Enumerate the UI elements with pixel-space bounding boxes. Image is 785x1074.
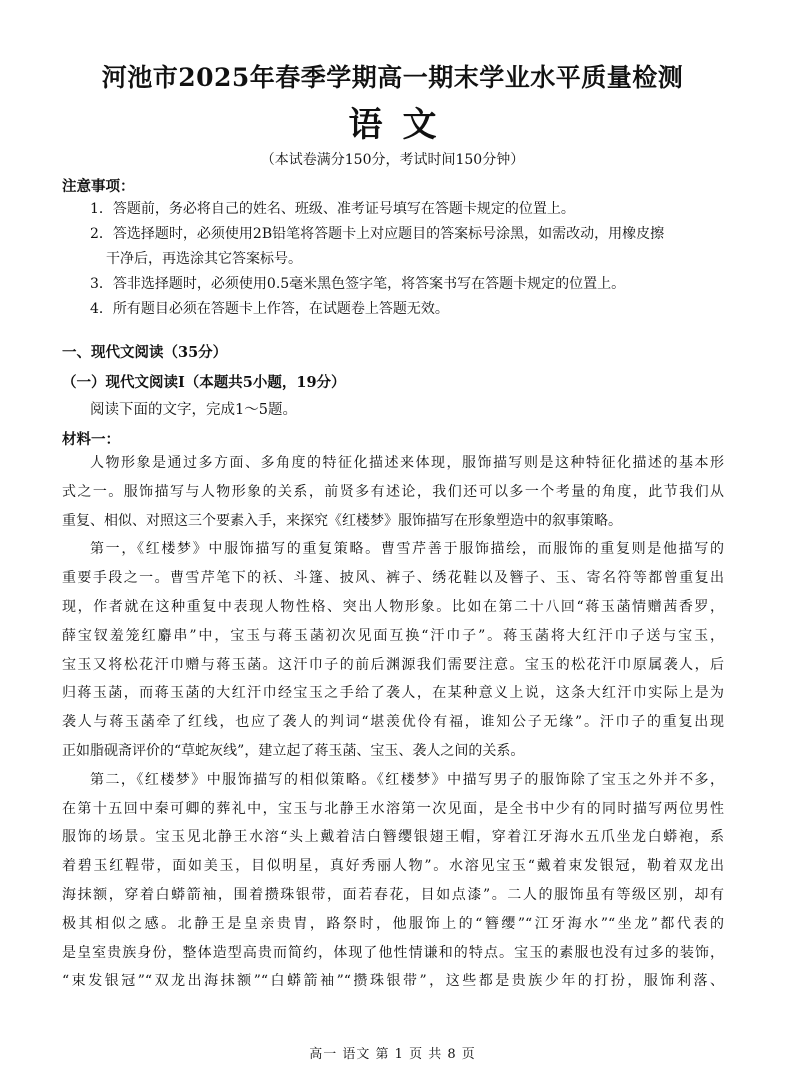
notice-item-2-continued: 干净后，再选涂其它答案标号。 — [106, 251, 302, 267]
notice-item-4: 4．所有题目必须在答题卡上作答，在试题卷上答题无效。 — [90, 301, 449, 317]
passage-line: 海抹额，穿着白蟒箭袖，围着攒珠银带，面若春花，目如点漆”。二人的服饰虽有等级区别，却有 — [62, 886, 724, 903]
notice-heading: 注意事项： — [62, 178, 135, 195]
section-heading: 一、现代文阅读（35分） — [62, 344, 228, 361]
passage-body — [62, 449, 724, 996]
passage-line: 式之一。服饰描写与人物形象的关系，前贤多有述论，我们还可以多一个考量的角度，此节我们从 — [62, 483, 724, 500]
subject-title: 语文 — [348, 105, 457, 145]
page-footer: 高一 语文 第 1 页 共 8 页 — [309, 1047, 476, 1062]
passage-line: 第二，《红楼梦》中服饰描写的相似策略。《红楼梦》中描写男子的服饰除了宝玉之外并不多， — [90, 771, 724, 788]
passage-line: 人物形象是通过多方面、多角度的特征化描述来体现，服饰描写则是这种特征化描述的基本形 — [90, 455, 724, 471]
notice-item-2: 2．答选择题时，必须使用2B铅笔将答题卡上对应题目的答案标号涂黑，如需改动，用橡皮擦 — [90, 226, 665, 242]
notice-item-1: 1．答题前，务必将自己的姓名、班级、准考证号填写在答题卡规定的位置上。 — [90, 201, 575, 217]
passage-line: 重要手段之一。曹雪芹笔下的袄、斗篷、披风、裤子、绣花鞋以及簪子、玉、寄名符等都曾重复出 — [62, 570, 724, 587]
passage-line: 正如脂砚斋评价的“草蛇灰线”，建立起了蒋玉菡、宝玉、袭人之间的关系。 — [62, 742, 525, 759]
passage-line: 第一，《红楼梦》中服饰描写的重复策略。曹雪芹善于服饰描绘，而服饰的重复则是他描写的 — [90, 541, 724, 558]
score-time-note: （本试卷满分150分，考试时间150分钟） — [260, 152, 525, 168]
passage-line: 在第十五回中秦可卿的葬礼中，宝玉与北静王水溶第一次见面，是全书中少有的同时描写两位男性 — [62, 800, 724, 817]
passage-line: 现，作者就在这种重复中表现人物性格、突出人物形象。比如在第二十八回“蒋玉菡情赠茜香罗， — [62, 598, 724, 615]
notice-item-3: 3．答非选择题时，必须使用0.5毫米黑色签字笔，将答案书写在答题卡规定的位置上。 — [90, 276, 626, 292]
passage-line: 是皇室贵族身份，整体造型高贵而简约，体现了他性情谦和的特点。宝玉的素服也没有过多的装饰， — [62, 944, 724, 961]
passage-line: 着碧玉红鞓带，面如美玉，目似明星，真好秀丽人物”。水溶见宝玉“戴着束发银冠，勒着双龙出 — [62, 858, 724, 875]
passage-line: 袭人与蒋玉菡牵了红线，也应了袭人的判词“堪羡优伶有福，谁知公子无缘”。汗巾子的重复出现 — [62, 714, 724, 731]
passage-line: 极其相似之感。北静王是皇亲贵胄，路祭时，他服饰上的“簪缨”“江牙海水”“坐龙”都代表的 — [62, 915, 724, 932]
material-label: 材料一： — [62, 431, 120, 448]
passage-line: 归蒋玉菡，而蒋玉菡的大红汗巾经宝玉之手给了袭人，在某种意义上说，这条大红汗巾实际上是为 — [62, 685, 724, 702]
notice-list — [90, 197, 730, 322]
exam-title: 河池市2025年春季学期高一期末学业水平质量检测 — [101, 63, 684, 92]
passage-line: 宝玉又将松花汗巾赠与蒋玉菡。这汗巾子的前后渊源我们需要注意。宝玉的松花汗巾原属袭人，后 — [62, 656, 724, 673]
passage-line: 薛宝钗羞笼红麝串”中，宝玉与蒋玉菡初次见面互换“汗巾子”。蒋玉菡将大红汗巾子送与宝玉， — [62, 627, 724, 644]
passage-line: 重复、相似、对照这三个要素入手，来探究《红楼梦》服饰描写在形象塑造中的叙事策略。 — [62, 512, 622, 529]
passage-line: 服饰的场景。宝玉见北静王水溶“头上戴着洁白簪缨银翅王帽，穿着江牙海水五爪坐龙白蟒袍，系 — [62, 829, 724, 846]
subsection-heading: （一）现代文阅读Ⅰ（本题共5小题，19分） — [62, 374, 346, 391]
reading-instruction: 阅读下面的文字，完成1～5题。 — [90, 402, 297, 418]
passage-line: “束发银冠”“双龙出海抹额”“白蟒箭袖”“攒珠银带”，这些都是贵族少年的打扮，服饰利落、 — [62, 973, 724, 990]
